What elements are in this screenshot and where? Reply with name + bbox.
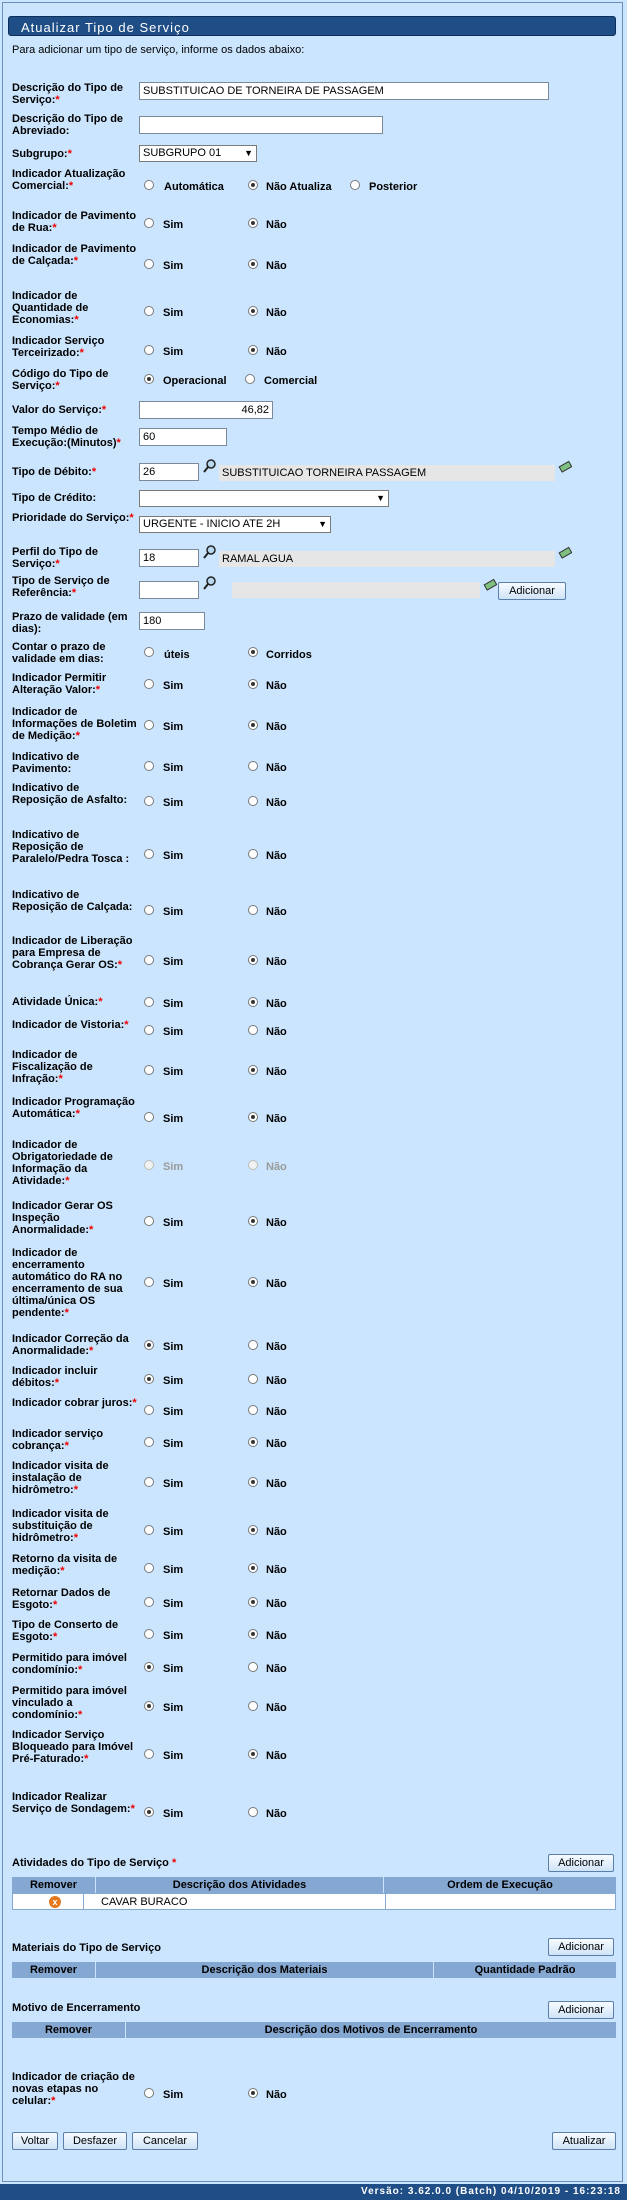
nao-label: Não <box>266 680 287 692</box>
nao-label: Não <box>266 1808 287 1820</box>
sim-label: Sim <box>163 762 184 774</box>
sim-label: Sim <box>163 1026 184 1038</box>
indicator-nao-radio[interactable] <box>248 1405 258 1415</box>
tipo-debito-code[interactable] <box>139 463 199 481</box>
sim-label: Sim <box>163 1066 184 1078</box>
indicator-label: Permitido para imóvel condomínio: <box>12 1652 127 1676</box>
nao-label: Não <box>266 1598 287 1610</box>
indicator-row: Indicador Permitir Alteração Valor:* Sim Não <box>12 672 287 696</box>
indicator-nao-radio[interactable] <box>248 1629 258 1639</box>
indicator-row: Indicador de Pavimento de Calçada:* Sim Não <box>12 243 287 272</box>
atualizacao-nao-radio[interactable] <box>248 180 258 190</box>
indicator-row: Indicador de Fiscalização de Infração:* Sim Não <box>12 1049 287 1085</box>
indicator-nao-radio[interactable] <box>248 1025 258 1035</box>
indicator-nao-radio[interactable] <box>248 1160 258 1170</box>
nao-label: Não <box>266 1113 287 1125</box>
indicator-label: Indicador serviço cobrança: <box>12 1428 104 1452</box>
nao-label: Não <box>266 307 287 319</box>
nao-label: Não <box>266 260 287 272</box>
automatica-label: Automática <box>164 181 224 193</box>
indicator-label: Indicador Programação Automática: <box>12 1096 135 1120</box>
eraser-icon[interactable] <box>483 578 497 592</box>
indicator-label: Indicador Permitir Alteração Valor: <box>12 672 107 696</box>
indicator-sim-radio[interactable] <box>144 1160 154 1170</box>
atividades-col-remover: Remover <box>12 1877 96 1893</box>
indicator-sim-radio[interactable] <box>144 1525 154 1535</box>
prioridade-row: Prioridade do Serviço:* URGENTE - INICIO ATE 2H ▼ <box>12 512 612 540</box>
indicator-row: Indicador Correção da Anormalidade:* Sim Não <box>12 1333 287 1357</box>
indicator-row: Retornar Dados de Esgoto:* Sim Não <box>12 1587 287 1611</box>
search-icon[interactable] <box>203 459 217 473</box>
indicator-nao-radio[interactable] <box>248 1525 258 1535</box>
indicator-row: Indicador Programação Automática:* Sim Não <box>12 1096 287 1125</box>
materiais-add-button[interactable]: Adicionar <box>548 1938 614 1956</box>
indicator-sim-radio[interactable] <box>144 1477 154 1487</box>
indicator-sim-radio[interactable] <box>144 796 154 806</box>
indicator-sim-radio[interactable] <box>144 1597 154 1607</box>
nao-label: Não <box>266 1066 287 1078</box>
indicator-label: Permitido para imóvel vinculado a condomínio: <box>12 1685 127 1721</box>
novas-etapas-row: Indicador de criação de novas etapas no celular:* Sim Não <box>12 2071 287 2107</box>
motivo-col-remover: Remover <box>12 2022 126 2038</box>
indicator-row: Tipo de Conserto de Esgoto:* Sim Não <box>12 1619 287 1643</box>
indicator-label: Indicativo de Reposição de Paralelo/Pedra Tosca : <box>12 829 130 865</box>
sim-label: Sim <box>163 346 184 358</box>
indicator-sim-radio[interactable] <box>144 1807 154 1817</box>
indicator-row <box>12 829 612 885</box>
prioridade-label: Prioridade do Serviço: <box>12 512 130 524</box>
sim-label: Sim <box>163 998 184 1010</box>
indicator-label: Indicador visita de substituição de hidrômetro: <box>12 1508 109 1544</box>
tipo-debito-desc: SUBSTITUICAO TORNEIRA PASSAGEM <box>219 465 555 481</box>
indicator-sim-radio[interactable] <box>144 720 154 730</box>
motivo-col-desc: Descrição dos Motivos de Encerramento <box>126 2022 616 2038</box>
nao-label: Não <box>266 1278 287 1290</box>
descricao-label: Descrição do Tipo de Serviço: <box>12 82 124 106</box>
nao-label: Não <box>266 906 287 918</box>
sim-label: Sim <box>163 307 184 319</box>
contar-prazo-label: Contar o prazo de validade em dias: <box>12 641 106 665</box>
atividades-col-desc: Descrição dos Atividades <box>96 1877 384 1893</box>
nao-label: Não <box>266 1478 287 1490</box>
indicator-nao-radio[interactable] <box>248 1112 258 1122</box>
indicator-row: Indicador de Obrigatoriedade de Informação da Atividade:* Sim Não <box>12 1139 287 1187</box>
table-row <box>12 1893 616 1910</box>
abreviado-row <box>12 113 612 141</box>
nao-label: Não <box>266 998 287 1010</box>
indicator-sim-radio[interactable] <box>144 905 154 915</box>
indicator-nao-radio[interactable] <box>248 1216 258 1226</box>
materiais-col-remover: Remover <box>12 1962 96 1978</box>
perfil-row: Perfil do Tipo de Serviço:* 18 RAMAL AGUA <box>12 546 612 574</box>
indicator-row: Indicador de Pavimento de Rua:* Sim Não <box>12 210 287 234</box>
chevron-down-icon: ▼ <box>244 148 253 158</box>
sim-label: Sim <box>163 1161 184 1173</box>
eraser-icon[interactable] <box>558 546 572 560</box>
nao-label: Não <box>266 1630 287 1642</box>
atividades-title: Atividades do Tipo de Serviço <box>12 1857 169 1869</box>
valor-row: Valor do Serviço:* 46,82 <box>12 401 612 419</box>
indicator-label: Indicativo de Reposição de Asfalto: <box>12 782 128 806</box>
indicator-row: Indicador Serviço Terceirizado:* Sim Não <box>12 335 287 359</box>
indicator-label: Indicador de Pavimento de Rua: <box>12 210 137 234</box>
atualizacao-label: Indicador Atualização Comercial: <box>12 168 126 192</box>
nao-label: Não <box>266 219 287 231</box>
uteis-radio[interactable] <box>144 647 154 657</box>
indicator-label: Indicador incluir débitos: <box>12 1365 98 1389</box>
indicator-row: Indicador incluir débitos:* Sim Não <box>12 1365 287 1389</box>
indicator-sim-radio[interactable] <box>144 259 154 269</box>
sim-label: Sim <box>163 1702 184 1714</box>
indicator-row: Indicador de Vistoria:* Sim Não <box>12 1019 287 1038</box>
indicator-label: Retorno da visita de medição: <box>12 1553 118 1577</box>
eraser-icon[interactable] <box>558 460 572 474</box>
nao-label: Não <box>266 2089 287 2101</box>
nao-label: Não <box>266 1217 287 1229</box>
subgrupo-row: Subgrupo:* SUBGRUPO 01 ▼ <box>12 145 612 163</box>
cancelar-button[interactable]: Cancelar <box>132 2132 198 2150</box>
sim-label: Sim <box>163 1808 184 1820</box>
atividades-col-ordem: Ordem de Execução <box>384 1877 616 1893</box>
indicator-sim-radio[interactable] <box>144 1025 154 1035</box>
sim-label: Sim <box>163 219 184 231</box>
sim-label: Sim <box>163 1341 184 1353</box>
indicator-row: Indicador cobrar juros:* Sim Não <box>12 1397 287 1418</box>
indicator-sim-radio[interactable] <box>144 1216 154 1226</box>
indicator-nao-radio[interactable] <box>248 1563 258 1573</box>
indicator-sim-radio[interactable] <box>144 1374 154 1384</box>
indicator-sim-radio[interactable] <box>144 955 154 965</box>
atividades-add-button[interactable]: Adicionar <box>548 1854 614 1872</box>
descricao-input[interactable] <box>139 82 549 100</box>
nao-atualiza-label: Não Atualiza <box>266 181 332 193</box>
indicator-sim-radio[interactable] <box>144 1405 154 1415</box>
indicator-row: Indicador visita de substituição de hidrômetro:* Sim Não <box>12 1508 287 1544</box>
atualizacao-row: Indicador Atualização Comercial:* Automática Não Atualiza Posterior <box>12 168 418 193</box>
codigo-row: Código do Tipo de Serviço:* Operacional Comercial <box>12 368 318 392</box>
remove-icon[interactable]: x <box>49 1896 61 1908</box>
indicator-nao-radio[interactable] <box>248 849 258 859</box>
indicator-sim-radio[interactable] <box>144 679 154 689</box>
sim-label: Sim <box>163 721 184 733</box>
tipo-credito-row <box>12 490 612 508</box>
indicator-label: Indicador Realizar Serviço de Sondagem: <box>12 1791 131 1815</box>
materiais-col-qtd: Quantidade Padrão <box>434 1962 616 1978</box>
indicator-label: Indicativo de Pavimento: <box>12 751 80 775</box>
indicator-label: Atividade Única: <box>12 996 99 1008</box>
indicator-nao-radio[interactable] <box>248 259 258 269</box>
tipo-credito-select[interactable] <box>139 490 389 507</box>
indicator-nao-radio[interactable] <box>248 218 258 228</box>
nao-label: Não <box>266 1341 287 1353</box>
indicator-nao-radio[interactable] <box>248 1374 258 1384</box>
indicator-row: Indicador de Informações de Boletim de Medição:* Sim Não <box>12 706 287 742</box>
indicator-row: Permitido para imóvel condomínio:* Sim Não <box>12 1652 287 1676</box>
indicator-sim-radio[interactable] <box>144 1340 154 1350</box>
sim-label: Sim <box>163 1663 184 1675</box>
search-icon[interactable] <box>203 545 217 559</box>
indicator-label: Indicador de Informações de Boletim de Medição: <box>12 706 137 742</box>
tempo-row: Tempo Médio de Execução:(Minutos)* 60 <box>12 425 612 453</box>
indicator-label: Indicador de Vistoria: <box>12 1019 125 1031</box>
indicator-row: Indicador Gerar OS Inspeção Anormalidade:* Sim Não <box>12 1200 287 1236</box>
nao-label: Não <box>266 1375 287 1387</box>
sim-label: Sim <box>163 680 184 692</box>
nao-label: Não <box>266 850 287 862</box>
atividade-desc: CAVAR BURACO <box>101 1896 188 1908</box>
nao-label: Não <box>266 1750 287 1762</box>
tempo-input[interactable] <box>139 428 227 446</box>
indicator-label: Indicador cobrar juros: <box>12 1397 133 1409</box>
sim-label: Sim <box>163 1750 184 1762</box>
indicator-nao-radio[interactable] <box>248 1477 258 1487</box>
indicator-row: Indicador de encerramento automático do RA no encerramento de sua última/única OS pendente:* Sim Não <box>12 1247 287 1319</box>
indicator-label: Indicador de Liberação para Empresa de Cobrança Gerar OS: <box>12 935 133 971</box>
corridos-label: Corridos <box>266 649 312 661</box>
subgrupo-select[interactable]: SUBGRUPO 01 ▼ <box>139 145 257 162</box>
sim-label: Sim <box>163 2089 184 2101</box>
indicator-label: Indicador Correção da Anormalidade: <box>12 1333 129 1357</box>
sim-label: Sim <box>163 797 184 809</box>
sim-label: Sim <box>163 850 184 862</box>
indicator-sim-radio[interactable] <box>144 1277 154 1287</box>
indicator-label: Indicador Serviço Terceirizado: <box>12 335 105 359</box>
page-title-bar <box>8 16 616 36</box>
indicator-sim-radio[interactable] <box>144 1701 154 1711</box>
novas-etapas-nao-radio[interactable] <box>248 2088 258 2098</box>
sim-label: Sim <box>163 1278 184 1290</box>
novas-etapas-label: Indicador de criação de novas etapas no celular: <box>12 2071 135 2107</box>
search-icon[interactable] <box>203 576 217 590</box>
prazo-input[interactable] <box>139 612 205 630</box>
indicator-label: Indicador de Pavimento de Calçada: <box>12 243 137 267</box>
indicator-sim-radio[interactable] <box>144 1749 154 1759</box>
indicator-sim-radio[interactable] <box>144 306 154 316</box>
nao-label: Não <box>266 1026 287 1038</box>
prazo-row <box>12 611 612 639</box>
indicator-sim-radio[interactable] <box>144 761 154 771</box>
indicator-nao-radio[interactable] <box>248 997 258 1007</box>
indicator-sim-radio[interactable] <box>144 345 154 355</box>
materiais-col-desc: Descrição dos Materiais <box>96 1962 434 1978</box>
nao-label: Não <box>266 721 287 733</box>
sim-label: Sim <box>163 1630 184 1642</box>
nao-label: Não <box>266 1564 287 1576</box>
prioridade-select[interactable]: URGENTE - INICIO ATE 2H ▼ <box>139 516 331 533</box>
sim-label: Sim <box>163 956 184 968</box>
operacional-label: Operacional <box>163 375 227 387</box>
referencia-desc <box>232 582 480 598</box>
indicator-nao-radio[interactable] <box>248 955 258 965</box>
motivo-title: Motivo de Encerramento <box>12 2002 141 2014</box>
indicator-row: Atividade Única:* Sim Não <box>12 996 287 1010</box>
tempo-label: Tempo Médio de Execução:(Minutos) <box>12 425 117 449</box>
indicator-row: Indicador serviço cobrança:* Sim Não <box>12 1428 287 1452</box>
indicator-row <box>12 751 612 779</box>
intro-text: Para adicionar um tipo de serviço, informe os dados abaixo: <box>12 44 305 56</box>
sim-label: Sim <box>163 1564 184 1576</box>
indicator-nao-radio[interactable] <box>248 1277 258 1287</box>
version-text: Versão: 3.62.0.0 (Batch) 04/10/2019 - 16:23:18 <box>360 2186 621 2197</box>
referencia-row: Tipo de Serviço de Referência:* Adicionar <box>12 575 612 603</box>
indicator-nao-radio[interactable] <box>248 1662 258 1672</box>
sim-label: Sim <box>163 1217 184 1229</box>
indicator-label: Retornar Dados de Esgoto: <box>12 1587 111 1611</box>
indicator-row <box>12 889 612 933</box>
sim-label: Sim <box>163 1526 184 1538</box>
sim-label: Sim <box>163 1478 184 1490</box>
indicator-nao-radio[interactable] <box>248 905 258 915</box>
indicator-label: Indicativo de Reposição de Calçada: <box>12 889 133 913</box>
indicator-label: Indicador de Quantidade de Economias: <box>12 290 89 326</box>
sim-label: Sim <box>163 1406 184 1418</box>
indicator-sim-radio[interactable] <box>144 1065 154 1075</box>
operacional-radio[interactable] <box>144 374 154 384</box>
indicator-label: Indicador Serviço Bloqueado para Imóvel Pré-Faturado: <box>12 1729 134 1765</box>
sim-label: Sim <box>163 1598 184 1610</box>
indicator-sim-radio[interactable] <box>144 1629 154 1639</box>
nao-label: Não <box>266 1526 287 1538</box>
indicator-row: Retorno da visita de medição:* Sim Não <box>12 1553 287 1577</box>
indicator-nao-radio[interactable] <box>248 1807 258 1817</box>
comercial-radio[interactable] <box>245 374 255 384</box>
valor-input[interactable] <box>139 401 273 419</box>
abreviado-input[interactable] <box>139 116 383 134</box>
prazo-label: Prazo de validade (em dias): <box>12 611 128 635</box>
chevron-down-icon: ▼ <box>376 493 385 503</box>
indicator-label: Tipo de Conserto de Esgoto: <box>12 1619 119 1643</box>
sim-label: Sim <box>163 1113 184 1125</box>
indicator-nao-radio[interactable] <box>248 679 258 689</box>
indicator-sim-radio[interactable] <box>144 849 154 859</box>
sim-label: Sim <box>163 1438 184 1450</box>
indicator-sim-radio[interactable] <box>144 997 154 1007</box>
nao-label: Não <box>266 1161 287 1173</box>
indicator-label: Indicador de Obrigatoriedade de Informação da Atividade: <box>12 1139 113 1187</box>
indicator-nao-radio[interactable] <box>248 1340 258 1350</box>
novas-etapas-sim-radio[interactable] <box>144 2088 154 2098</box>
materiais-table <box>12 1962 616 1980</box>
atualizar-button[interactable]: Atualizar <box>552 2132 616 2150</box>
atualizacao-posterior-radio[interactable] <box>350 180 360 190</box>
materiais-title: Materiais do Tipo de Serviço <box>12 1942 161 1954</box>
perfil-desc: RAMAL AGUA <box>219 551 555 567</box>
indicator-nao-radio[interactable] <box>248 1065 258 1075</box>
codigo-label: Código do Tipo de Serviço: <box>12 368 109 392</box>
uteis-label: úteis <box>164 649 190 661</box>
perfil-label: Perfil do Tipo de Serviço: <box>12 546 98 570</box>
indicator-label: Indicador de encerramento automático do RA no encerramento de sua última/única OS pendente: <box>12 1247 123 1319</box>
abreviado-label: Descrição do Tipo de Abreviado: <box>12 113 124 137</box>
nao-label: Não <box>266 1663 287 1675</box>
indicator-sim-radio[interactable] <box>144 1437 154 1447</box>
atualizacao-automatica-radio[interactable] <box>144 180 154 190</box>
nao-label: Não <box>266 797 287 809</box>
nao-label: Não <box>266 956 287 968</box>
nao-label: Não <box>266 346 287 358</box>
indicator-label: Indicador Gerar OS Inspeção Anormalidade: <box>12 1200 113 1236</box>
tipo-debito-row: Tipo de Débito:* 26 SUBSTITUICAO TORNEIRA PASSAGEM <box>12 463 612 481</box>
comercial-label: Comercial <box>264 375 318 387</box>
indicator-sim-radio[interactable] <box>144 1662 154 1672</box>
desfazer-button[interactable]: Desfazer <box>63 2132 127 2150</box>
indicator-sim-radio[interactable] <box>144 218 154 228</box>
contar-prazo-row <box>12 641 612 669</box>
tipo-debito-label: Tipo de Débito: <box>12 466 92 478</box>
sim-label: Sim <box>163 1375 184 1387</box>
perfil-code[interactable] <box>139 549 199 567</box>
motivo-add-button[interactable]: Adicionar <box>548 2001 614 2019</box>
indicator-nao-radio[interactable] <box>248 796 258 806</box>
sim-label: Sim <box>163 260 184 272</box>
sim-label: Sim <box>163 906 184 918</box>
motivo-table <box>12 2022 616 2040</box>
indicator-sim-radio[interactable] <box>144 1563 154 1573</box>
indicator-nao-radio[interactable] <box>248 345 258 355</box>
tipo-credito-label: Tipo de Crédito: <box>12 492 97 504</box>
indicator-sim-radio[interactable] <box>144 1112 154 1122</box>
indicator-row: Indicador Realizar Serviço de Sondagem:* Sim Não <box>12 1791 287 1820</box>
subgrupo-label: Subgrupo: <box>12 148 68 160</box>
voltar-button[interactable]: Voltar <box>12 2132 58 2150</box>
chevron-down-icon: ▼ <box>318 519 327 529</box>
nao-label: Não <box>266 1406 287 1418</box>
indicator-label: Indicador visita de instalação de hidrômetro: <box>12 1460 109 1496</box>
indicator-row: Indicador Serviço Bloqueado para Imóvel Pré-Faturado:* Sim Não <box>12 1729 287 1765</box>
nao-label: Não <box>266 1438 287 1450</box>
indicator-label: Indicador de Fiscalização de Infração: <box>12 1049 93 1085</box>
page-title: Atualizar Tipo de Serviço <box>21 20 190 35</box>
nao-label: Não <box>266 1702 287 1714</box>
indicator-row: Indicador visita de instalação de hidrômetro:* Sim Não <box>12 1460 287 1496</box>
indicator-row <box>12 782 612 826</box>
descricao-row: Descrição do Tipo de Serviço:* SUBSTITUICAO DE TORNEIRA DE PASSAGEM <box>12 82 612 110</box>
referencia-add-button[interactable]: Adicionar <box>498 582 566 600</box>
indicator-nao-radio[interactable] <box>248 761 258 771</box>
indicator-row: Indicador de Quantidade de Economias:* Sim Não <box>12 290 287 326</box>
corridos-radio[interactable] <box>248 647 258 657</box>
indicator-nao-radio[interactable] <box>248 1701 258 1711</box>
indicator-nao-radio[interactable] <box>248 720 258 730</box>
nao-label: Não <box>266 762 287 774</box>
footer-bar <box>0 2184 627 2200</box>
indicator-row: Indicador de Liberação para Empresa de Cobrança Gerar OS:* Sim Não <box>12 935 287 971</box>
indicator-nao-radio[interactable] <box>248 306 258 316</box>
indicator-row: Permitido para imóvel vinculado a condomínio:* Sim Não <box>12 1685 287 1721</box>
indicator-nao-radio[interactable] <box>248 1597 258 1607</box>
valor-label: Valor do Serviço: <box>12 404 102 416</box>
posterior-label: Posterior <box>369 181 418 193</box>
indicator-nao-radio[interactable] <box>248 1437 258 1447</box>
indicator-nao-radio[interactable] <box>248 1749 258 1759</box>
referencia-label: Tipo de Serviço de Referência: <box>12 575 110 599</box>
atividades-table <box>12 1877 616 1911</box>
referencia-code[interactable] <box>139 581 199 599</box>
